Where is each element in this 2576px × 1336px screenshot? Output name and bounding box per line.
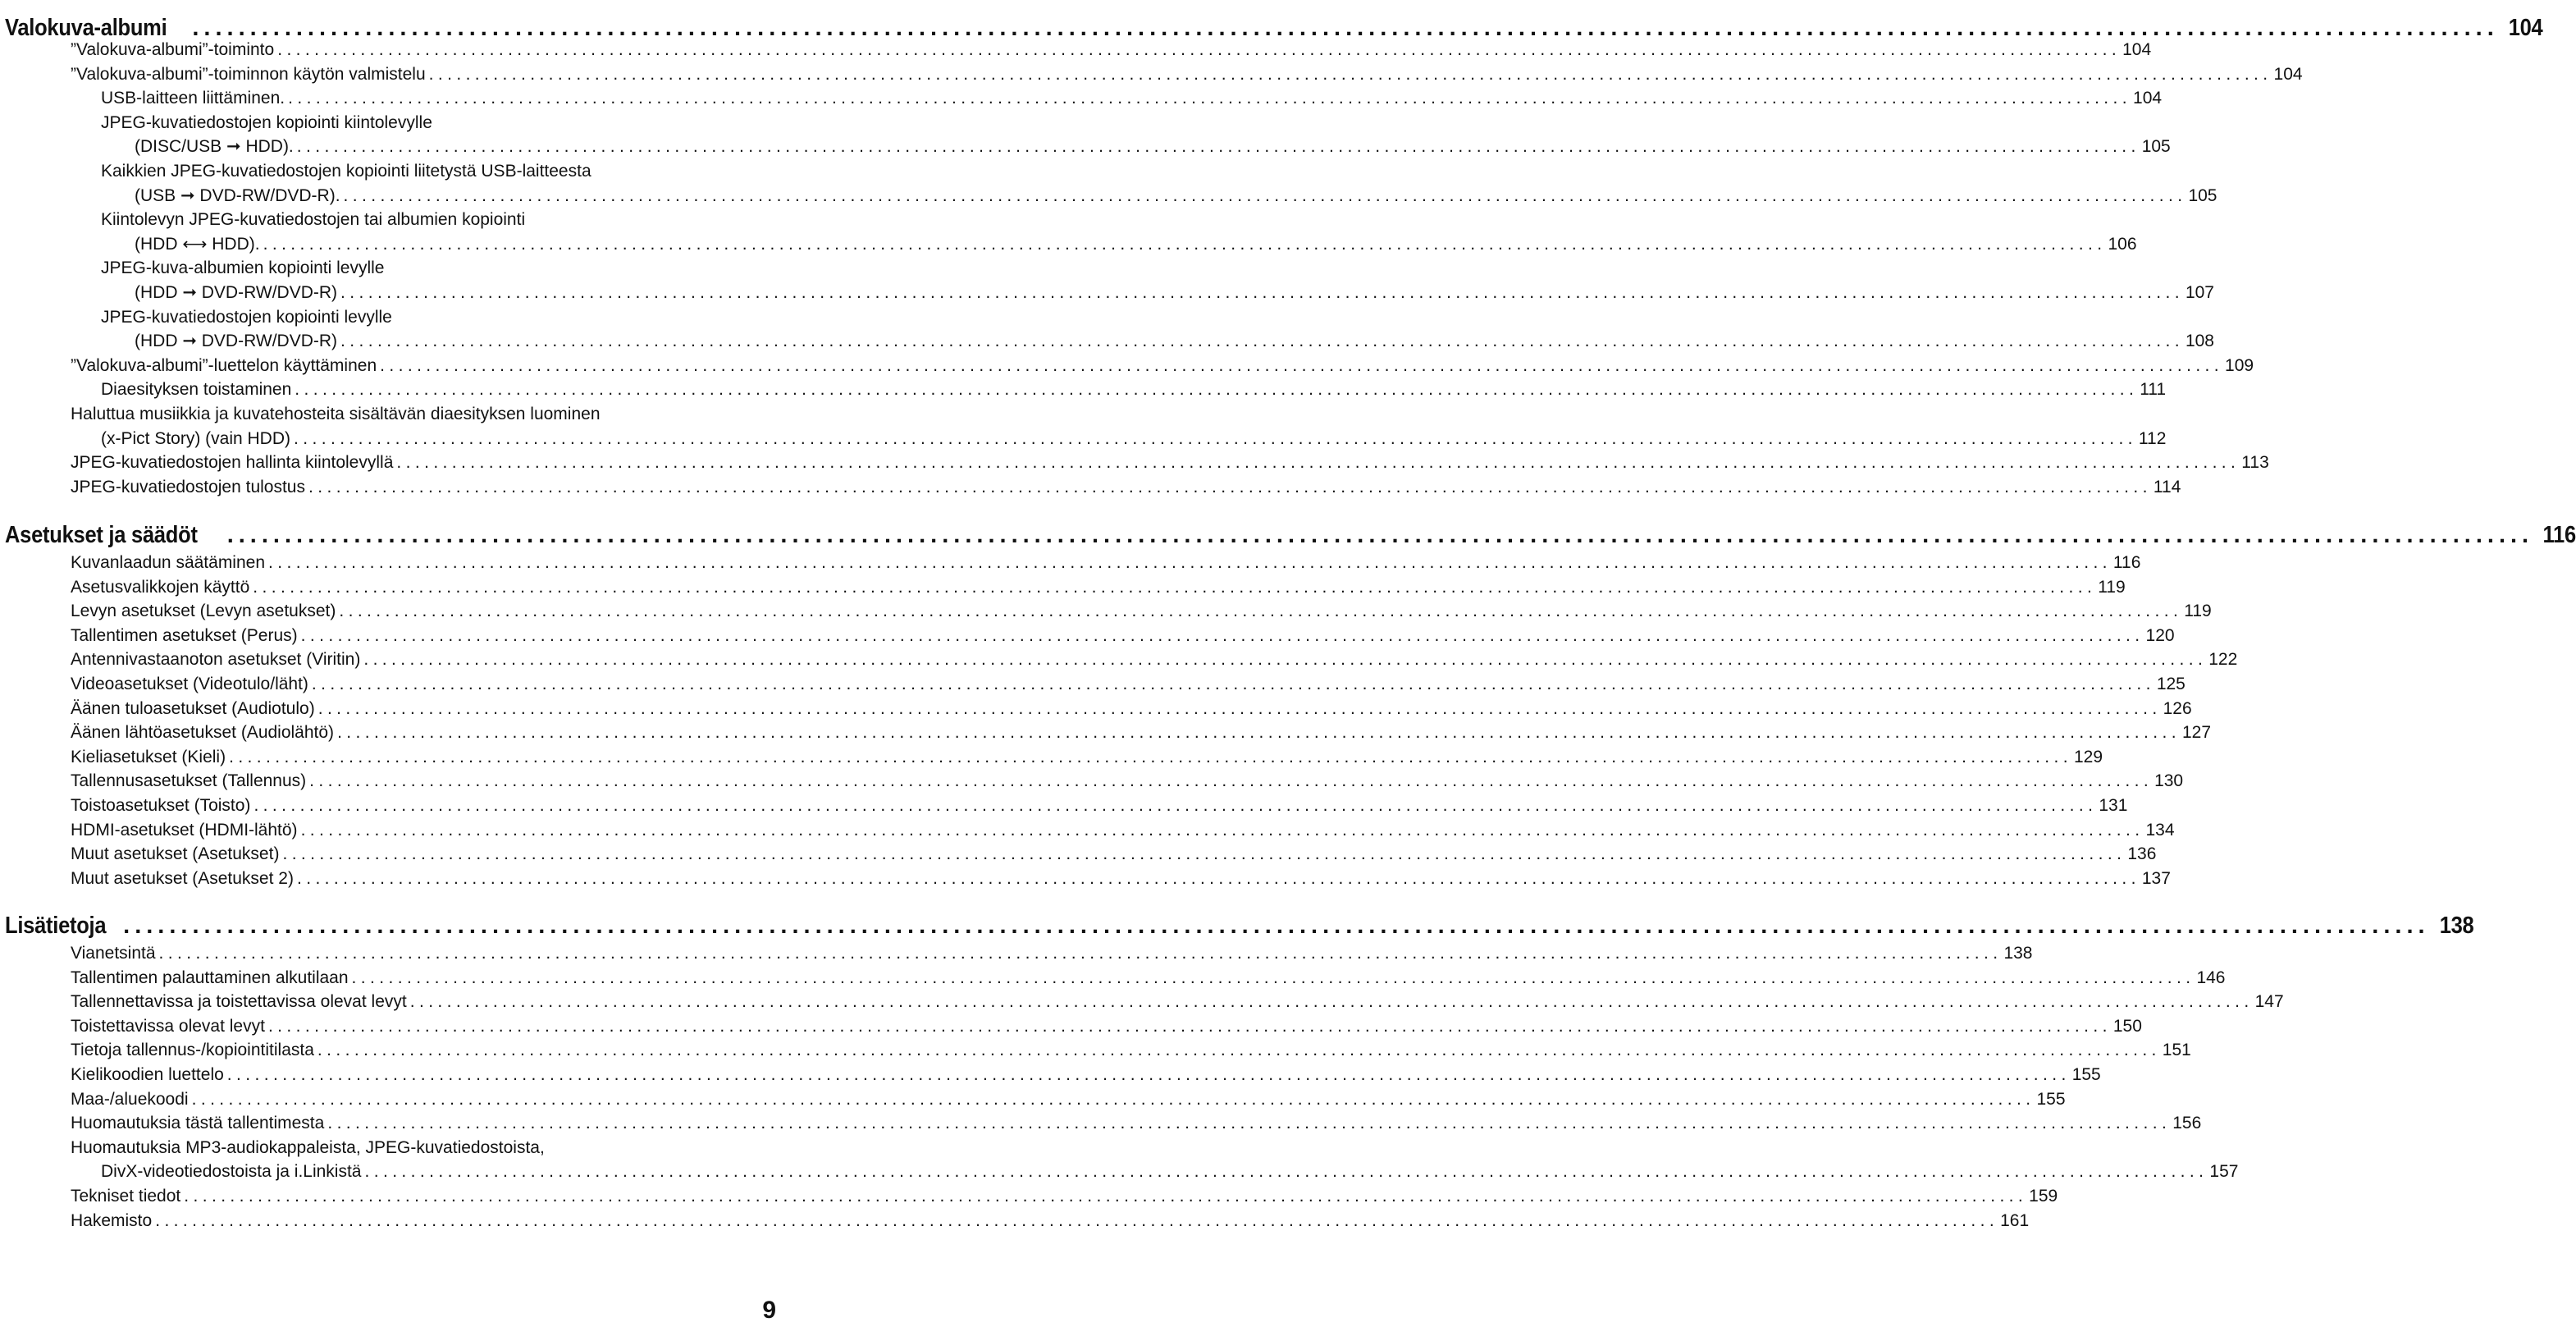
toc-entry xyxy=(71,1136,755,1159)
entry-title: Tallentimen asetukset (Perus) xyxy=(71,625,298,645)
dot-leader: ........................................................................................................................................................................................................ xyxy=(343,185,2187,205)
dot-leader: ........................................................................................................................................................................................................ xyxy=(192,15,2499,41)
toc-entry xyxy=(101,256,755,279)
entry-page: 120 xyxy=(2145,625,2175,645)
dot-leader: ........................................................................................................................................................................................................ xyxy=(294,428,2137,448)
toc-entry[interactable] xyxy=(101,1160,2239,1183)
entry-title: Tietoja tallennus-/kopiointitilasta xyxy=(71,1041,314,1060)
dot-leader: ........................................................................................................................................................................................................ xyxy=(123,913,2430,939)
entry-title: Äänen lähtöasetukset (Audiolähtö) xyxy=(71,723,335,743)
entry-page: 111 xyxy=(2140,380,2167,400)
entry-title: Äänen tuloasetukset (Audiotulo) xyxy=(71,698,315,718)
section-page: 138 xyxy=(2439,913,2474,939)
entry-page: 156 xyxy=(2172,1114,2202,1133)
entry-page: 119 xyxy=(2184,602,2212,621)
entry-page: 134 xyxy=(2145,820,2175,840)
dot-leader: ........................................................................................................................................................................................................ xyxy=(295,380,2139,400)
entry-page: 138 xyxy=(2003,944,2033,963)
entry-page: 104 xyxy=(2273,64,2303,84)
entry-page: 146 xyxy=(2196,968,2226,987)
dot-leader: ........................................................................................................................................................................................................ xyxy=(158,944,2003,963)
dot-leader: ........................................................................................................................................................................................................ xyxy=(282,844,2126,864)
entry-title: Tallennusasetukset (Tallennus) xyxy=(71,771,307,791)
entry-title: Kiintolevyn JPEG-kuvatiedostojen tai albumien kopiointi xyxy=(101,210,526,230)
entry-page: 116 xyxy=(2112,553,2141,572)
entry-page: 151 xyxy=(2162,1041,2191,1060)
entry-title: Kieliasetukset (Kieli) xyxy=(71,747,226,766)
section-heading[interactable] xyxy=(5,908,2474,940)
entry-page: 107 xyxy=(2185,283,2214,302)
toc-entry[interactable] xyxy=(71,475,2181,498)
dot-leader: ........................................................................................................................................................................................................ xyxy=(226,1065,2071,1084)
entry-title: ”Valokuva-albumi”-toiminnon käytön valmistelu xyxy=(71,64,426,84)
entry-page: 159 xyxy=(2029,1187,2058,1206)
entry-title: Kielikoodien luettelo xyxy=(71,1065,224,1084)
dot-leader: ........................................................................................................................................................................................................ xyxy=(253,577,2097,597)
toc-entry[interactable] xyxy=(71,966,2226,989)
toc-entry[interactable] xyxy=(71,721,2212,743)
entry-page: 155 xyxy=(2036,1089,2066,1109)
entry-title: Videoasetukset (Videotulo/läht) xyxy=(71,675,308,693)
toc-entry[interactable] xyxy=(71,794,2128,817)
dot-leader: ........................................................................................................................................................................................................ xyxy=(191,1089,2035,1109)
section-title: Valokuva-albumi xyxy=(5,15,167,41)
entry-title: Muut asetukset (Asetukset) xyxy=(71,844,280,864)
toc-entry[interactable] xyxy=(101,427,2167,450)
entry-title: Muut asetukset (Asetukset 2) xyxy=(71,868,294,888)
dot-leader: ........................................................................................................................................................................................................ xyxy=(340,332,2184,351)
toc-entry[interactable] xyxy=(71,867,2171,890)
entry-title: Tekniset tiedot xyxy=(71,1187,181,1206)
entry-page: 127 xyxy=(2181,723,2212,743)
entry-title: JPEG-kuvatiedostojen tulostus xyxy=(71,477,305,496)
toc-entry[interactable] xyxy=(135,281,2214,304)
toc-entry[interactable] xyxy=(135,184,2217,207)
entry-title: ”Valokuva-albumi”-toiminto xyxy=(71,40,275,59)
toc-entry[interactable] xyxy=(71,842,2157,865)
dot-leader: ........................................................................................................................................................................................................ xyxy=(317,698,2162,718)
dot-leader: ........................................................................................................................................................................................................ xyxy=(296,868,2140,888)
entry-title: Huomautuksia tästä tallentimesta xyxy=(71,1114,325,1133)
toc-entry[interactable] xyxy=(135,232,2137,255)
toc-entry[interactable] xyxy=(71,1184,2058,1207)
entry-title: (HDD ➞ DVD-RW/DVD-R) xyxy=(135,283,338,302)
entry-title: Haluttua musiikkia ja kuvatehosteita sisältävän diaesityksen luominen xyxy=(71,405,601,423)
toc-entry[interactable] xyxy=(71,451,2269,474)
dot-leader: ........................................................................................................................................................................................................ xyxy=(363,650,2208,670)
entry-title: Tallennettavissa ja toistettavissa olevat levyt xyxy=(71,992,407,1012)
entry-title: Asetusvalikkojen käyttö xyxy=(71,577,250,597)
entry-title: Huomautuksia MP3-audiokappaleista, JPEG-kuvatiedostoista, xyxy=(71,1137,545,1157)
entry-page: 161 xyxy=(2000,1210,2030,1230)
entry-page: 155 xyxy=(2071,1065,2101,1084)
toc-entry[interactable] xyxy=(71,551,2141,574)
entry-page: 119 xyxy=(2098,577,2126,597)
toc-entry[interactable] xyxy=(71,624,2175,647)
dot-leader: ........................................................................................................................................................................................................ xyxy=(300,625,2144,645)
dot-leader: ........................................................................................................................................................................................................ xyxy=(409,992,2254,1012)
toc-entry[interactable] xyxy=(71,769,2184,792)
entry-page: 108 xyxy=(2185,332,2214,351)
dot-leader: ........................................................................................................................................................................................................ xyxy=(268,553,2112,572)
toc-entry[interactable] xyxy=(71,1087,2066,1110)
entry-page: 150 xyxy=(2112,1016,2142,1036)
entry-page: 112 xyxy=(2138,428,2167,448)
entry-page: 109 xyxy=(2225,355,2254,375)
toc-entry[interactable] xyxy=(71,1111,2202,1134)
entry-title: Diaesityksen toistaminen xyxy=(101,380,292,400)
entry-title: HDMI-asetukset (HDMI-lähtö) xyxy=(71,820,298,840)
entry-page: 105 xyxy=(2141,137,2171,157)
toc-entry[interactable] xyxy=(71,1063,2101,1086)
section-title: Lisätietoja xyxy=(5,913,107,939)
entry-page: 106 xyxy=(2108,234,2137,254)
entry-title: DivX-videotiedostoista ja i.Linkistä xyxy=(101,1162,362,1182)
entry-title: JPEG-kuvatiedostojen kopiointi kiintolevylle xyxy=(101,112,432,132)
toc-entry[interactable] xyxy=(71,1014,2142,1037)
dot-leader: ........................................................................................................................................................................................................ xyxy=(309,771,2154,791)
entry-title: Hakemisto xyxy=(71,1210,153,1230)
toc-entry[interactable] xyxy=(135,329,2214,352)
toc-entry[interactable] xyxy=(71,62,2303,85)
entry-title: (DISC/USB ➞ HDD). xyxy=(135,137,294,157)
dot-leader: ........................................................................................................................................................................................................ xyxy=(339,602,2183,621)
toc-entry[interactable] xyxy=(135,135,2171,158)
dot-leader: ........................................................................................................................................................................................................ xyxy=(428,64,2272,84)
entry-page: 137 xyxy=(2141,868,2171,888)
toc-entry[interactable] xyxy=(71,38,2152,61)
toc-entry[interactable] xyxy=(71,941,2033,964)
entry-title: ”Valokuva-albumi”-luettelon käyttäminen xyxy=(71,355,377,375)
entry-title: Levyn asetukset (Levyn asetukset) xyxy=(71,602,336,621)
dot-leader: ........................................................................................................................................................................................................ xyxy=(396,453,2240,473)
entry-title: (HDD ⟷ HDD). xyxy=(135,234,260,254)
entry-title: Kaikkien JPEG-kuvatiedostojen kopiointi liitetystä USB-laitteesta xyxy=(101,162,591,181)
toc-entry[interactable] xyxy=(71,697,2192,720)
dot-leader: ........................................................................................................................................................................................................ xyxy=(300,820,2144,840)
entry-page: 105 xyxy=(2188,185,2217,205)
toc-entry xyxy=(101,305,755,328)
entry-page: 104 xyxy=(2133,89,2163,108)
dot-leader: ........................................................................................................................................................................................................ xyxy=(155,1210,1999,1230)
entry-title: (HDD ➞ DVD-RW/DVD-R) xyxy=(135,332,338,351)
entry-title: JPEG-kuva-albumien kopiointi levylle xyxy=(101,259,385,278)
dot-leader: ........................................................................................................................................................................................................ xyxy=(296,137,2140,157)
toc-entry[interactable] xyxy=(71,672,2185,695)
section-heading[interactable] xyxy=(5,517,2576,550)
dot-leader: ........................................................................................................................................................................................................ xyxy=(229,747,2072,766)
entry-title: (x-Pict Story) (vain HDD) xyxy=(101,428,291,448)
toc-entry xyxy=(71,402,755,425)
entry-title: (USB ➞ DVD-RW/DVD-R). xyxy=(135,185,340,205)
toc-entry[interactable] xyxy=(71,1209,2030,1232)
entry-page: 114 xyxy=(2153,477,2181,496)
section-page: 116 xyxy=(2542,522,2576,548)
dot-leader: ........................................................................................................................................................................................................ xyxy=(340,283,2184,302)
dot-leader: ........................................................................................................................................................................................................ xyxy=(380,355,2224,375)
entry-title: Maa-/aluekoodi xyxy=(71,1089,189,1109)
dot-leader: ........................................................................................................................................................................................................ xyxy=(253,796,2098,815)
entry-title: Toistoasetukset (Toisto) xyxy=(71,796,251,815)
toc-entry[interactable] xyxy=(71,990,2284,1013)
dot-leader: ........................................................................................................................................................................................................ xyxy=(288,89,2132,108)
toc-entry[interactable] xyxy=(71,599,2212,622)
entry-page: 104 xyxy=(2122,40,2152,59)
dot-leader: ........................................................................................................................................................................................................ xyxy=(311,675,2155,693)
dot-leader: ........................................................................................................................................................................................................ xyxy=(226,522,2534,548)
entry-title: Kuvanlaadun säätäminen xyxy=(71,553,266,572)
entry-page: 147 xyxy=(2254,992,2284,1012)
toc-entry[interactable] xyxy=(71,745,2103,768)
entry-title: Vianetsintä xyxy=(71,944,156,963)
dot-leader: ........................................................................................................................................................................................................ xyxy=(337,723,2181,743)
toc-entry[interactable] xyxy=(71,1038,2191,1061)
entry-title: Toistettavissa olevat levyt xyxy=(71,1016,265,1036)
toc-entry[interactable] xyxy=(71,647,2238,670)
entry-title: Antennivastaanoton asetukset (Viritin) xyxy=(71,650,361,670)
entry-page: 129 xyxy=(2073,747,2103,766)
entry-page: 125 xyxy=(2156,675,2185,693)
entry-title: JPEG-kuvatiedostojen hallinta kiintolevyllä xyxy=(71,453,394,473)
entry-page: 130 xyxy=(2154,771,2184,791)
toc-entry[interactable] xyxy=(71,575,2126,598)
dot-leader: ........................................................................................................................................................................................................ xyxy=(308,477,2152,496)
page-number: 9 xyxy=(762,1297,776,1324)
entry-page: 131 xyxy=(2099,796,2128,815)
entry-page: 126 xyxy=(2163,698,2192,718)
dot-leader: ........................................................................................................................................................................................................ xyxy=(267,1016,2112,1036)
section-title: Asetukset ja säädöt xyxy=(5,522,198,548)
entry-title: USB-laitteen liittäminen. xyxy=(101,89,285,108)
entry-title: JPEG-kuvatiedostojen kopiointi levylle xyxy=(101,307,392,327)
toc-entry[interactable] xyxy=(71,818,2175,841)
toc-entry xyxy=(101,159,755,182)
toc-entry[interactable] xyxy=(101,377,2167,400)
dot-leader: ........................................................................................................................................................................................................ xyxy=(184,1187,2028,1206)
dot-leader: ........................................................................................................................................................................................................ xyxy=(263,234,2107,254)
toc-entry[interactable] xyxy=(101,86,2163,109)
entry-page: 113 xyxy=(2241,453,2269,473)
dot-leader: ........................................................................................................................................................................................................ xyxy=(327,1114,2172,1133)
dot-leader: ........................................................................................................................................................................................................ xyxy=(317,1041,2161,1060)
toc-entry xyxy=(101,111,755,134)
toc-entry xyxy=(101,208,755,231)
dot-leader: ........................................................................................................................................................................................................ xyxy=(364,1162,2208,1182)
section-page: 104 xyxy=(2508,15,2543,41)
entry-title: Tallentimen palauttaminen alkutilaan xyxy=(71,968,349,987)
entry-page: 136 xyxy=(2127,844,2157,864)
entry-page: 157 xyxy=(2209,1162,2239,1182)
dot-leader: ........................................................................................................................................................................................................ xyxy=(277,40,2122,59)
entry-page: 122 xyxy=(2208,650,2238,670)
dot-leader: ........................................................................................................................................................................................................ xyxy=(351,968,2195,987)
toc-entry[interactable] xyxy=(71,354,2254,377)
